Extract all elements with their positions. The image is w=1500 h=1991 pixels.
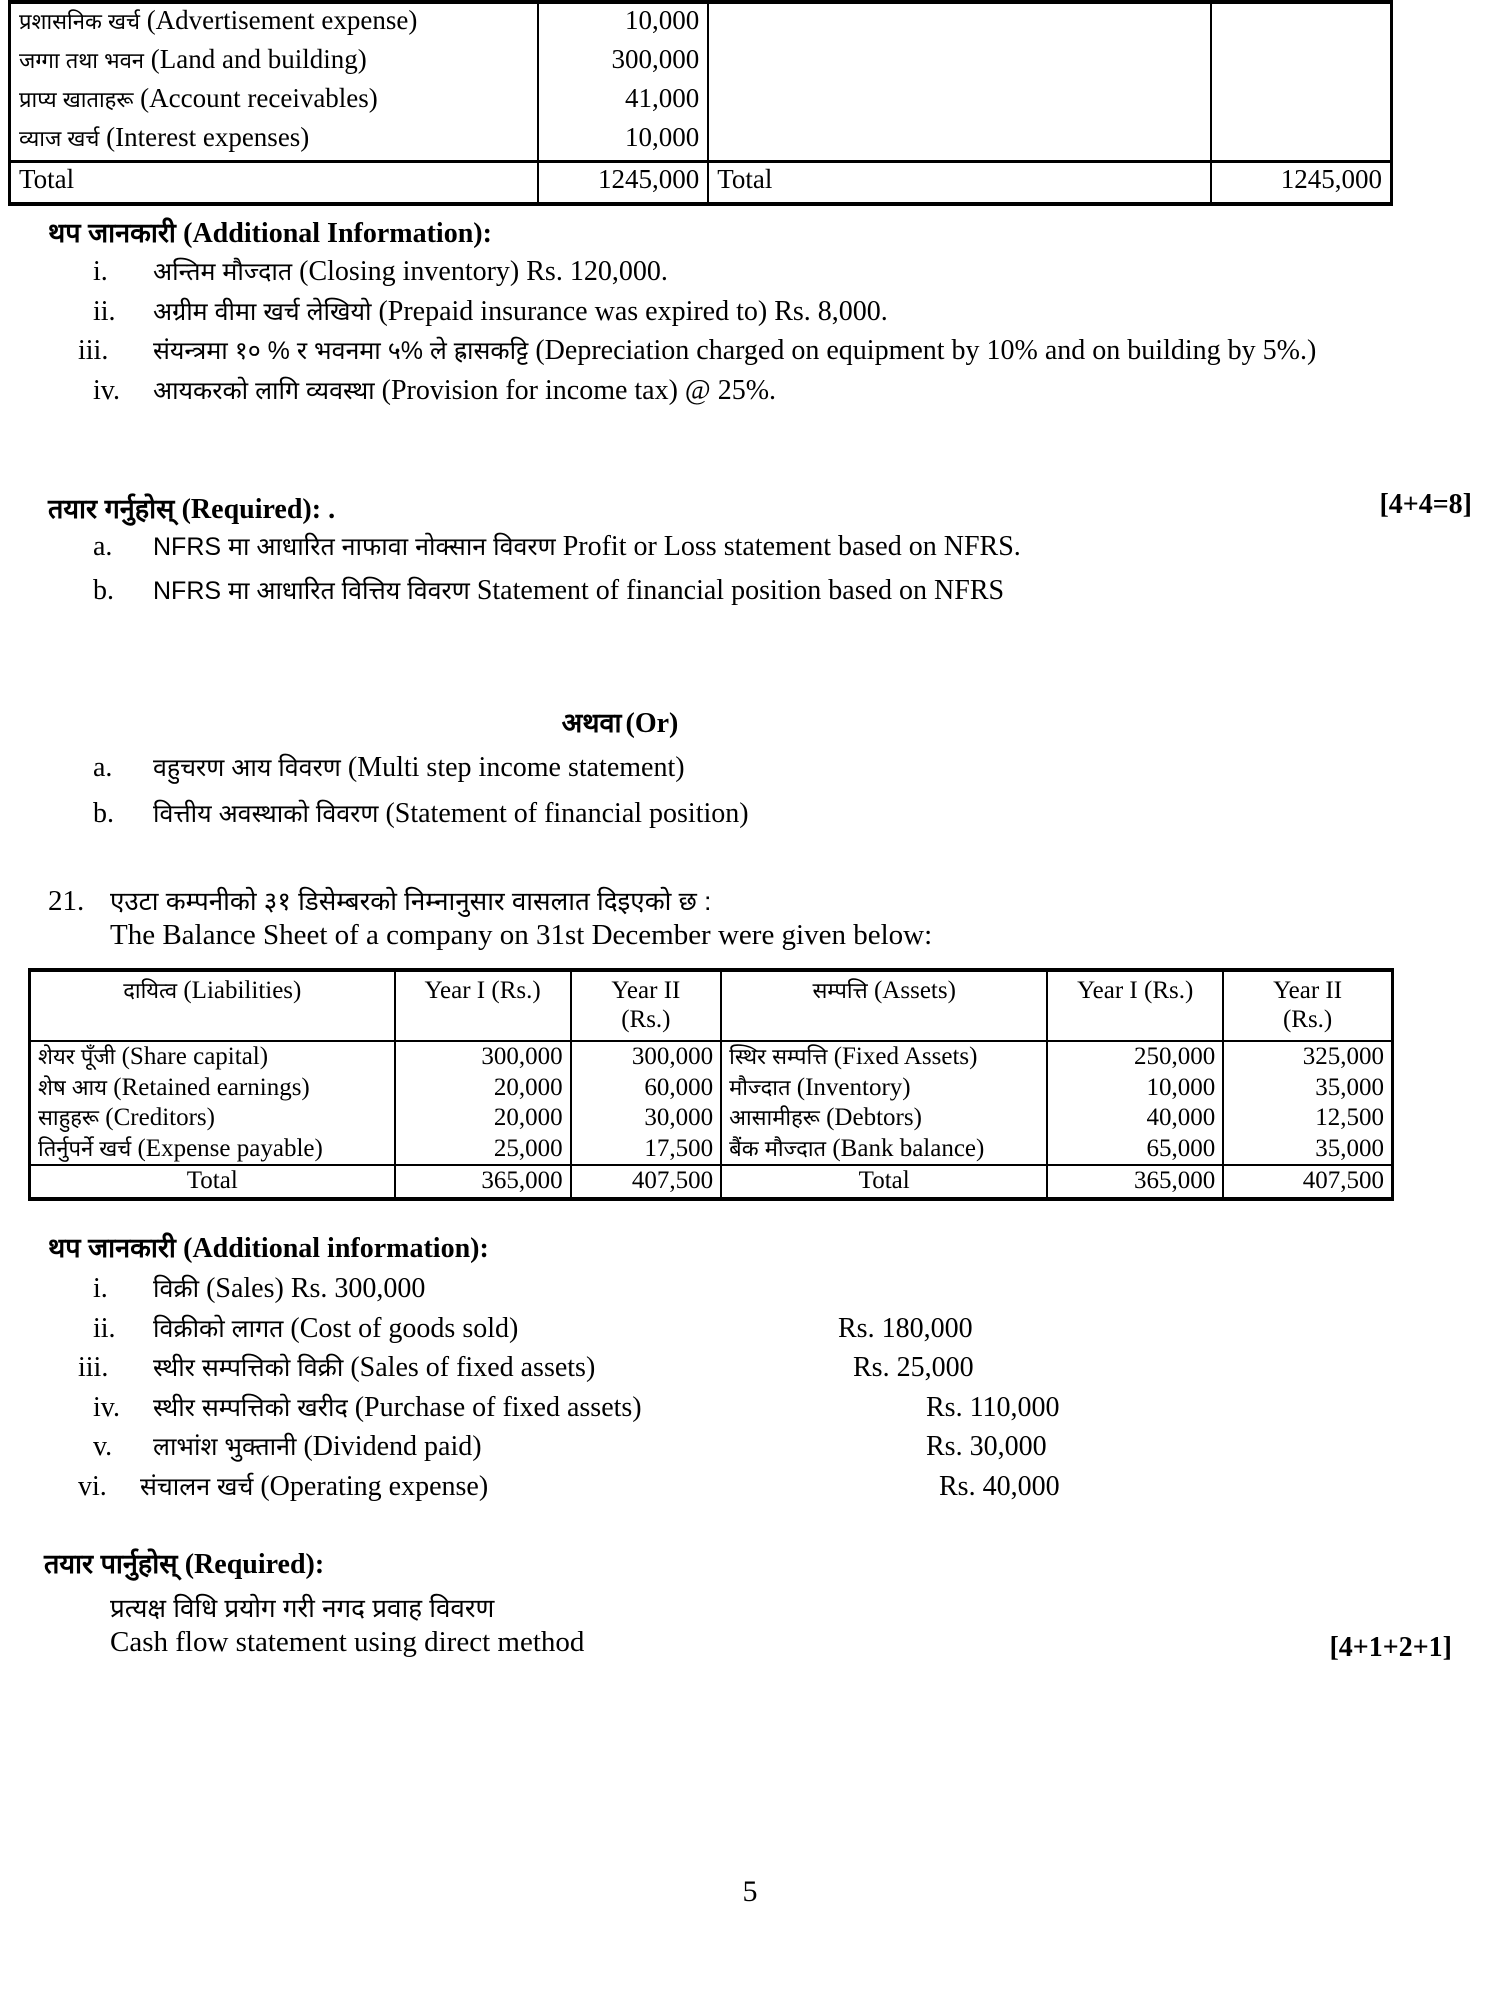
liability-label: [30, 1041, 395, 1073]
row-label-cell: [10, 43, 539, 82]
list-marker: i.: [93, 1273, 108, 1304]
asset-year2: 12,500: [1315, 1104, 1384, 1131]
required-2-marks: [4+1+2+1]: [1329, 1632, 1452, 1663]
liability-label: [30, 1073, 395, 1104]
asset-label-np: आसामीहरू: [729, 1105, 820, 1130]
row-label2-cell: [708, 2, 1211, 43]
item-amount: Rs. 30,000: [926, 1431, 1047, 1463]
list-item: [48, 332, 1388, 370]
liability-year1: 20,000: [395, 1103, 571, 1134]
row-amount2-cell: [1211, 121, 1391, 162]
row-label-np: प्राप्य खाताहरू: [19, 87, 134, 112]
item-np: वित्तीय अवस्थाको विवरण: [153, 799, 379, 828]
item-np: अग्रीम वीमा खर्च लेखियो: [153, 297, 372, 326]
item-np: स्थीर सम्पत्तिको खरीद: [153, 1393, 348, 1422]
item-en: (Cost of goods sold): [290, 1312, 519, 1344]
list-item: [48, 372, 1388, 410]
question-21: [48, 885, 1388, 953]
total-label-cell: Total: [10, 162, 539, 205]
balance-sheet-table: [28, 968, 1394, 1201]
asset-year2: 35,000: [1315, 1134, 1384, 1162]
row-label-np: व्याज खर्च: [19, 126, 100, 151]
or-en: (Or): [625, 708, 679, 739]
item-np: विक्रीको लागत: [153, 1314, 284, 1343]
liability-year1: 300,000: [395, 1041, 571, 1073]
required-1-list: [48, 528, 1393, 611]
asset-label-np: बैंक मौज्दात: [729, 1135, 827, 1161]
heading-np: थप जानकारी: [48, 218, 176, 248]
liability-label-np: साहुहरू: [38, 1105, 100, 1130]
item-en: (Multi step income statement): [347, 752, 685, 783]
asset-label: [721, 1134, 1047, 1166]
balance-sheet-table-wrapper: [28, 968, 1394, 1201]
row-label2-cell: [708, 43, 1211, 82]
total-label2-cell: Total: [708, 162, 1211, 205]
total-label: Total: [30, 1165, 395, 1199]
asset-label-np: स्थिर सम्पत्ति: [729, 1044, 828, 1069]
item-amount: Rs. 180,000: [838, 1312, 973, 1344]
question-21-en: The Balance Sheet of a company on 31st December were given below:: [110, 918, 933, 951]
header-year2: [571, 970, 722, 1041]
heading-en: (Required):: [184, 1549, 325, 1580]
item-np: वहुचरण आय विवरण: [153, 754, 341, 782]
row-label-cell: [10, 2, 539, 43]
list-marker: vi.: [78, 1470, 107, 1502]
list-item: [48, 1468, 1388, 1506]
item-en: (Provision for income tax) @ 25%.: [381, 374, 777, 406]
item-en: Statement of financial position based on NFRS: [476, 574, 1005, 606]
asset-label-en: (Bank balance): [832, 1134, 985, 1162]
list-marker: ii.: [93, 1312, 116, 1344]
total-year2: 407,500: [571, 1165, 722, 1199]
row-amount2-cell: [1211, 2, 1391, 43]
page-number: 5: [742, 1875, 758, 1908]
total-asset-year1: 365,000: [1047, 1165, 1223, 1199]
header-liabilities-np: दायित्व: [123, 978, 178, 1003]
asset-label-en: (Fixed Assets): [833, 1043, 978, 1070]
table-total-row: [30, 1165, 1393, 1199]
item-np: NFRS मा आधारित वित्तिय विवरण: [153, 576, 470, 605]
table-total-row: [10, 162, 1392, 205]
row-label2-cell: [708, 82, 1211, 121]
row-label-np: प्रशासनिक खर्च: [19, 9, 140, 34]
additional-information-1-list: [48, 253, 1388, 411]
required-2-np: प्रत्यक्ष विधि प्रयोग गरी नगद प्रवाह विवरण: [110, 1593, 495, 1623]
item-np: आयकरको लागि व्यवस्था: [153, 376, 375, 405]
row-label-en: (Land and building): [150, 44, 367, 74]
liability-label-en: (Share capital): [121, 1043, 269, 1070]
item-np: स्थीर सम्पत्तिको विक्री: [153, 1354, 344, 1383]
table-row: [30, 1041, 1393, 1073]
question-number: 21.: [48, 885, 85, 917]
heading-np: थप जानकारी: [48, 1233, 176, 1263]
liability-label-en: (Retained earnings): [113, 1073, 310, 1101]
table-header-row: [30, 970, 1393, 1041]
asset-year1: 10,000: [1047, 1073, 1223, 1104]
liability-label-en: (Expense payable): [137, 1134, 323, 1162]
asset-label-en: (Debtors): [826, 1104, 922, 1131]
liability-label-np: तिर्नुपर्ने खर्च: [38, 1135, 132, 1161]
additional-information-1-heading: [48, 213, 492, 250]
liability-year2: 300,000: [571, 1041, 722, 1073]
row-amount-cell: 10,000: [538, 121, 708, 162]
table-row: [30, 1103, 1393, 1134]
item-en: (Closing inventory) Rs. 120,000.: [299, 256, 668, 287]
total-asset-label: Total: [721, 1165, 1047, 1199]
item-en: (Operating expense): [260, 1470, 489, 1502]
table-row: [10, 121, 1392, 162]
header-asset-year2-line2: (Rs.): [1282, 1005, 1333, 1033]
or-divider: [0, 703, 1240, 740]
additional-information-2-heading: [48, 1228, 489, 1265]
list-marker: a.: [93, 752, 113, 783]
list-item: [48, 572, 1393, 610]
header-assets: [721, 970, 1047, 1041]
list-item: [48, 293, 1388, 331]
total-year1: 365,000: [395, 1165, 571, 1199]
header-year2-line2: (Rs.): [621, 1005, 671, 1033]
item-en: (Purchase of fixed assets): [354, 1391, 642, 1423]
liability-label: [30, 1134, 395, 1166]
list-marker: iv.: [93, 1391, 120, 1423]
header-asset-year1: Year I (Rs.): [1047, 970, 1223, 1041]
list-item: [48, 1428, 1388, 1466]
header-assets-en: (Assets): [873, 977, 956, 1004]
row-label-cell: [10, 121, 539, 162]
item-np: लाभांश भुक्तानी: [153, 1433, 297, 1462]
item-en: (Prepaid insurance was expired to) Rs. 8,000.: [378, 295, 888, 327]
header-liabilities: [30, 970, 395, 1041]
or-items-list: [48, 749, 1388, 834]
asset-year1: 250,000: [1047, 1041, 1223, 1073]
asset-label-en: (Inventory): [796, 1073, 911, 1101]
asset-year2: 35,000: [1315, 1073, 1384, 1101]
required-1-heading: [48, 489, 335, 526]
header-year2-line1: Year II: [611, 977, 681, 1004]
item-amount: Rs. 40,000: [939, 1470, 1060, 1502]
list-marker: b.: [93, 797, 114, 829]
header-year1: Year I (Rs.): [395, 970, 571, 1041]
liability-year1: 25,000: [395, 1134, 571, 1166]
item-np: संयन्त्रमा १० % र भवनमा ५% ले ह्रासकट्टि: [153, 337, 529, 366]
liability-label-en: (Creditors): [105, 1104, 215, 1131]
row-amount-cell: 10,000: [538, 2, 708, 43]
liability-label-np: शेष आय: [38, 1074, 108, 1100]
total-amount2-cell: 1245,000: [1211, 162, 1391, 205]
header-asset-year2: [1223, 970, 1392, 1041]
item-en: (Statement of financial position): [385, 797, 749, 829]
header-assets-np: सम्पत्ति: [812, 978, 868, 1003]
row-amount2-cell: [1211, 82, 1391, 121]
list-marker: iii.: [78, 1352, 109, 1384]
asset-label: [721, 1073, 1047, 1104]
item-np: संचालन खर्च: [140, 1472, 254, 1501]
liability-year1: 20,000: [395, 1073, 571, 1104]
required-1-marks: [4+4=8]: [1379, 489, 1472, 520]
row-label-en: (Advertisement expense): [146, 5, 418, 35]
required-2-en: Cash flow statement using direct method: [110, 1625, 585, 1658]
list-marker: iii.: [78, 335, 109, 367]
list-item: [48, 1389, 1388, 1427]
header-liabilities-en: (Liabilities): [183, 977, 302, 1004]
list-marker: a.: [93, 531, 113, 562]
liability-year2: 30,000: [571, 1103, 722, 1134]
table-row: [10, 82, 1392, 121]
required-2-body: [110, 1592, 1400, 1660]
item-en: (Sales of fixed assets): [350, 1352, 596, 1384]
list-item: [48, 795, 1388, 833]
list-marker: iv.: [93, 374, 120, 406]
table-row: [10, 2, 1392, 43]
row-label-cell: [10, 82, 539, 121]
trial-balance-continuation-table: [8, 0, 1393, 206]
heading-np: तयार पार्नुहोस्: [44, 1549, 178, 1579]
item-np: विक्री: [153, 1275, 200, 1303]
item-en: Profit or Loss statement based on NFRS.: [562, 531, 1021, 562]
asset-year1: 65,000: [1047, 1134, 1223, 1166]
item-en: (Sales) Rs. 300,000: [206, 1273, 426, 1304]
item-amount: Rs. 110,000: [926, 1391, 1060, 1423]
row-label-np: जग्गा तथा भवन: [19, 48, 145, 73]
top-table: [8, 0, 1393, 206]
list-item: [48, 1349, 1388, 1387]
row-amount2-cell: [1211, 43, 1391, 82]
list-item: [48, 1310, 1388, 1348]
row-label-en: (Account receivables): [140, 83, 378, 113]
additional-information-2-list: [48, 1270, 1388, 1507]
row-amount-cell: 300,000: [538, 43, 708, 82]
asset-year1: 40,000: [1047, 1103, 1223, 1134]
list-item: [48, 528, 1393, 566]
item-en: (Dividend paid): [303, 1431, 482, 1463]
row-label2-cell: [708, 121, 1211, 162]
list-item: [48, 1270, 1388, 1308]
row-amount-cell: 41,000: [538, 82, 708, 121]
item-np: अन्तिम मौज्दात: [153, 258, 293, 286]
list-item: [48, 253, 1388, 291]
list-marker: i.: [93, 256, 108, 287]
asset-label: [721, 1103, 1047, 1134]
table-row: [30, 1134, 1393, 1166]
asset-label-np: मौज्दात: [729, 1074, 791, 1100]
heading-en: (Additional information):: [183, 1233, 489, 1264]
item-np: NFRS मा आधारित नाफावा नोक्सान विवरण: [153, 533, 556, 561]
asset-year2: 325,000: [1302, 1043, 1384, 1070]
liability-year2: 60,000: [571, 1073, 722, 1104]
list-marker: ii.: [93, 295, 116, 327]
table-row: [30, 1073, 1393, 1104]
required-2-heading: [44, 1544, 324, 1581]
heading-en: (Required): .: [181, 494, 336, 525]
list-marker: b.: [93, 574, 114, 606]
liability-year2: 17,500: [571, 1134, 722, 1166]
list-item: [48, 749, 1388, 787]
question-21-np: एउटा कम्पनीको ३१ डिसेम्बरको निम्नानुसार वासलात दिइएको छ :: [110, 886, 712, 916]
liability-label-np: शेयर पूँजी: [38, 1044, 116, 1069]
total-amount-cell: 1245,000: [538, 162, 708, 205]
item-amount: Rs. 25,000: [853, 1352, 974, 1384]
heading-np: तयार गर्नुहोस्: [48, 494, 175, 524]
table-row: [10, 43, 1392, 82]
list-marker: v.: [93, 1431, 113, 1463]
heading-en: (Additional Information):: [183, 218, 492, 249]
liability-label: [30, 1103, 395, 1134]
item-en: (Depreciation charged on equipment by 10% and on building by 5%.): [535, 335, 1317, 367]
total-asset-year2: 407,500: [1223, 1165, 1392, 1199]
or-np: अथवा: [561, 708, 622, 738]
row-label-en: (Interest expenses): [106, 122, 310, 152]
header-asset-year2-line1: Year II: [1273, 977, 1343, 1004]
asset-label: [721, 1041, 1047, 1073]
